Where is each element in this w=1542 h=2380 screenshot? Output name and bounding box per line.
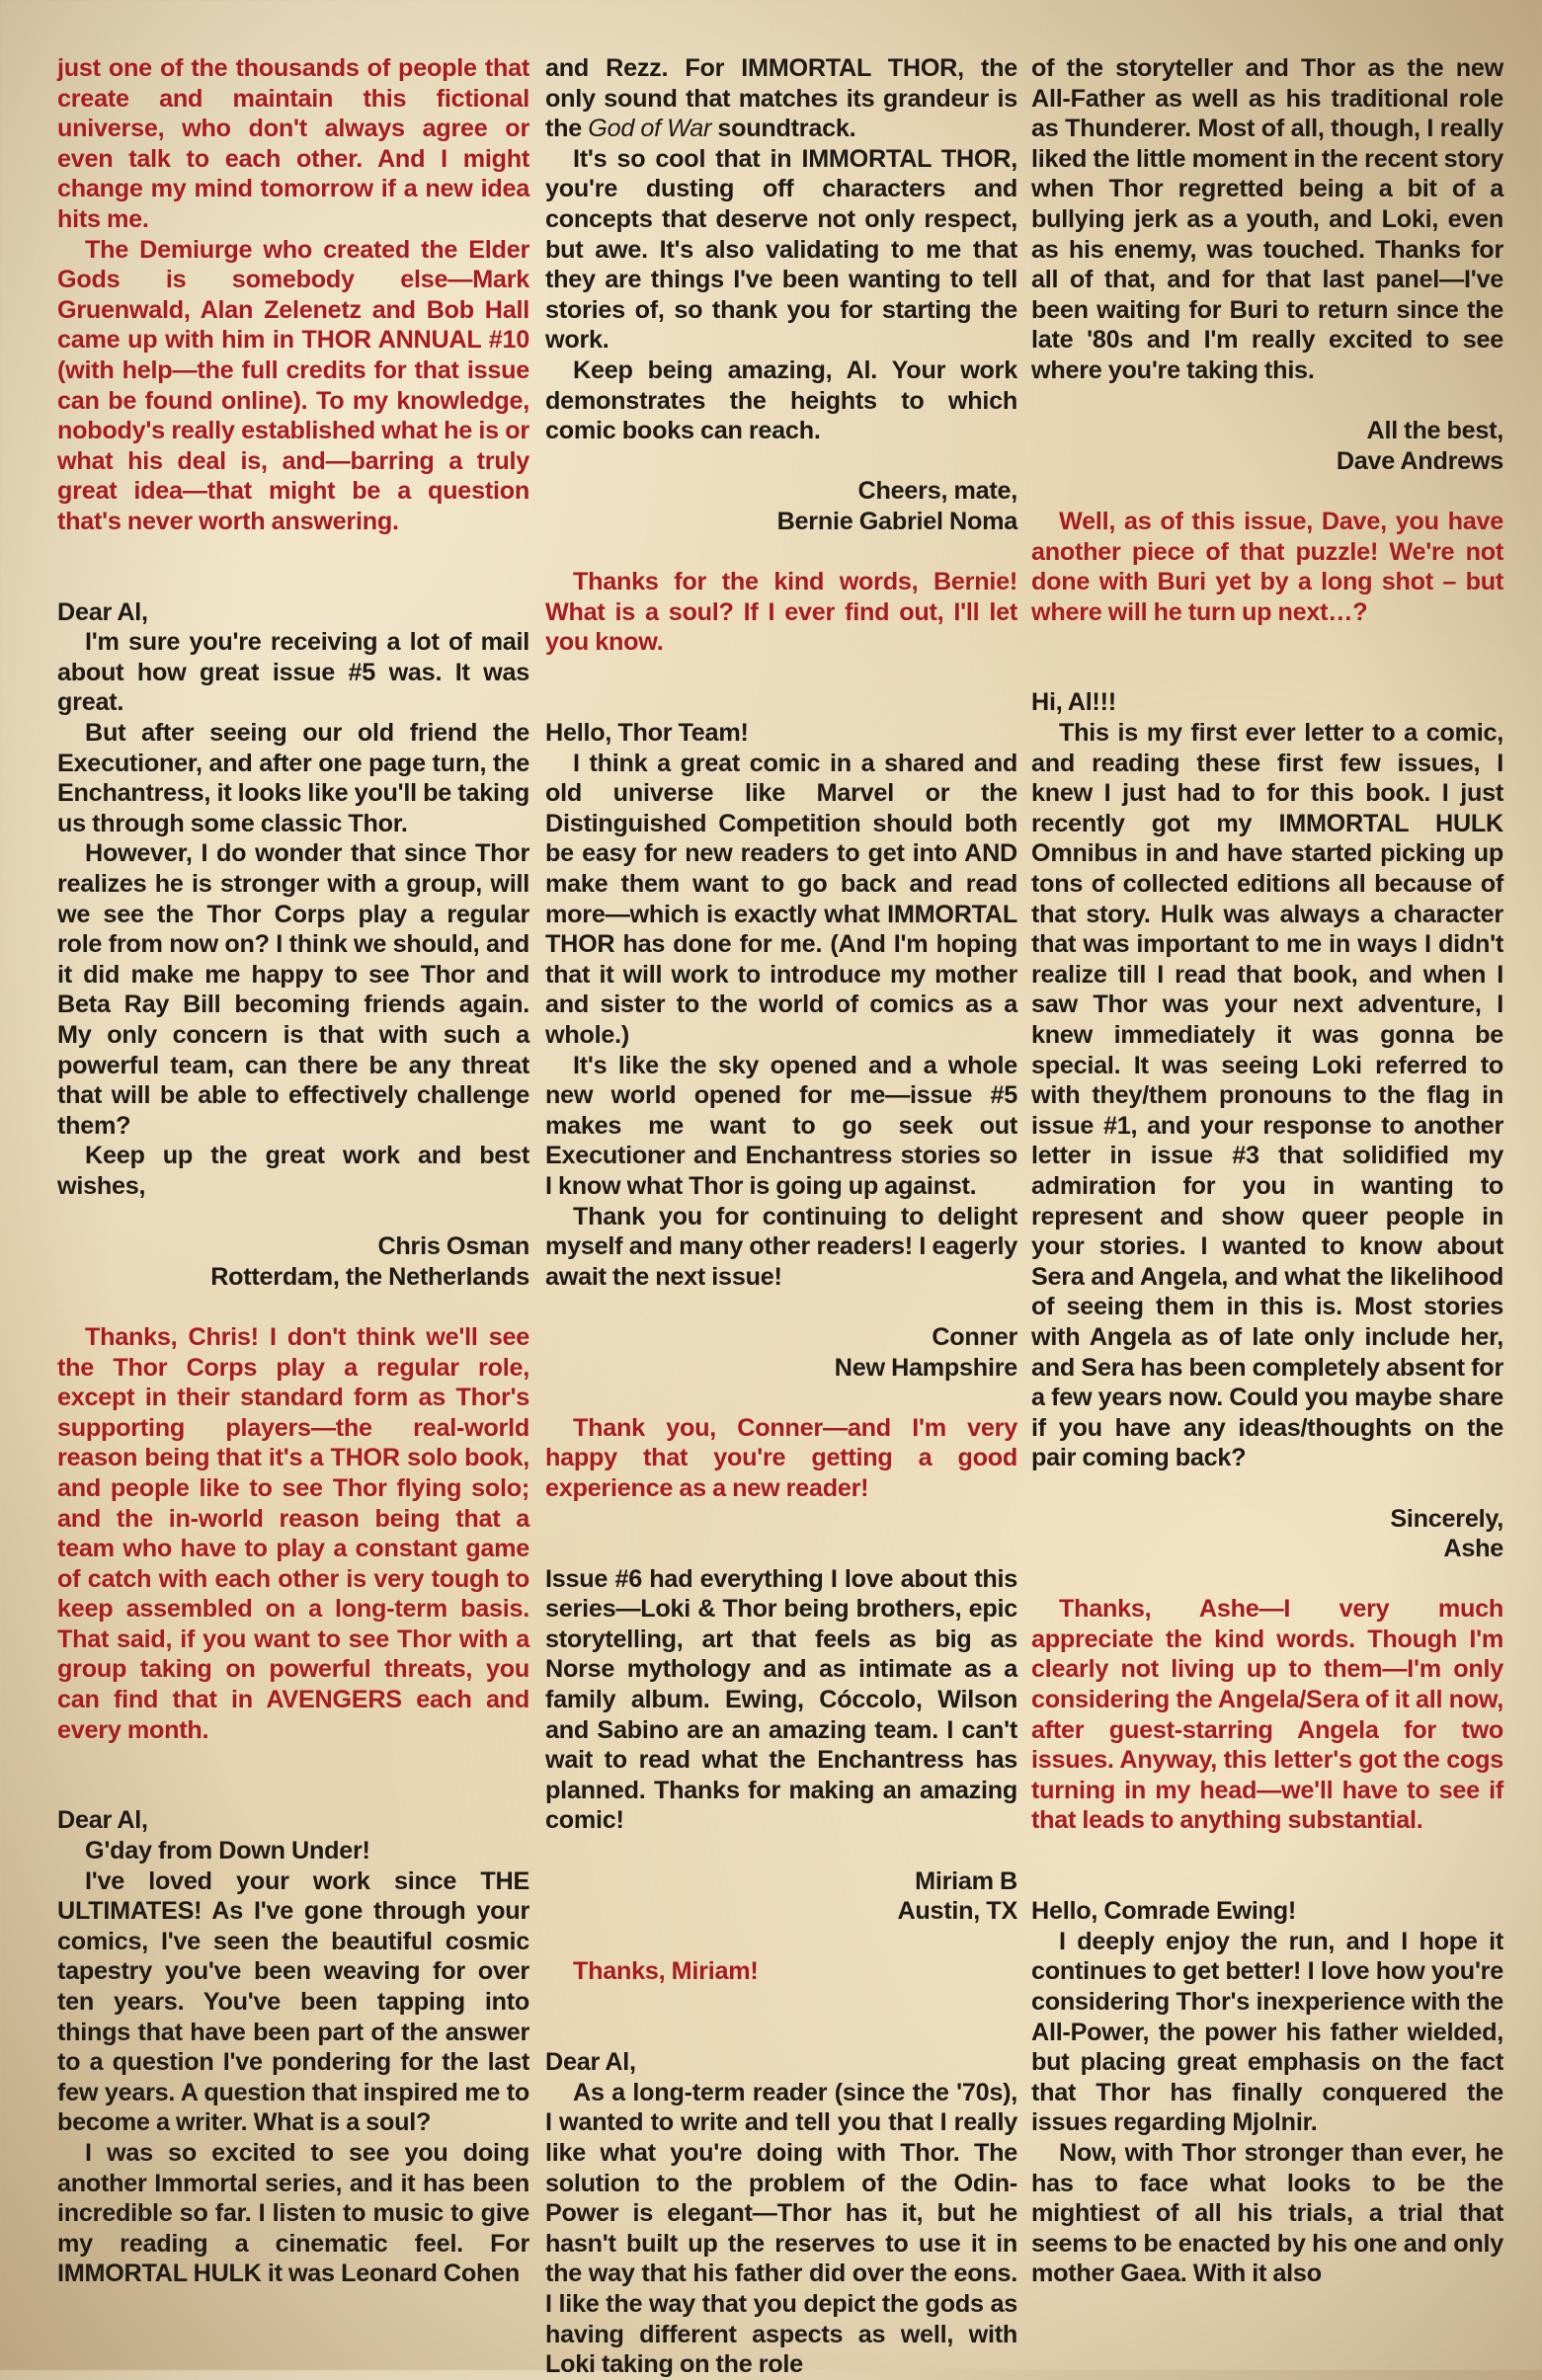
letter-paragraph: It's so cool that in IMMORTAL THOR, you're dusting off characters and concepts that deserve not only respect, but awe. It's also validating to me that they are things I've been wanting to tell stories of, so thank you for starting the work. — [545, 144, 1017, 355]
letter-signature-closing: Sincerely, — [1390, 1504, 1503, 1533]
letter-signature-name: Chris Osman — [377, 1232, 529, 1261]
letter-paragraph: G'day from Down Under! — [85, 1837, 370, 1865]
letter-text-segment: soundtrack. — [717, 115, 856, 143]
letter-signature-name: Ashe — [1443, 1535, 1503, 1563]
letter-signature-location: Rotterdam, the Netherlands — [210, 1262, 529, 1291]
letter-salutation: Dear Al, — [57, 597, 148, 626]
letter-signature-name: Conner — [932, 1322, 1017, 1351]
letter-paragraph: This is my first ever letter to a comic, and reading these first few issues, I knew I just had to for this book. I just recently got my IMMORTAL HULK Omnibus in and have started picking up tons of collected editions all because of that story. Hulk was always a character that was important to me in ways I didn't realize till I read that book, and when I saw Thor was your next adventure, I knew immediately it was gonna be special. It was seeing Loki referred to with they/them pronouns to the flag in issue #1, and your response to another letter in issue #3 that solidified my admiration for you in wanting to represent and show queer people in your stories. I wanted to know about Sera and Angela, and what the likelihood of seeing them in this is. Most stories with Angela as of late only include her, and Sera has been completely absent for a few years now. Could you maybe share if you have any ideas/thoughts on the pair coming back? — [1031, 719, 1503, 1472]
letter-salutation: Hello, Thor Team! — [545, 719, 749, 748]
letters-column-2 — [545, 53, 1017, 2379]
letter-paragraph: I'm sure you're receiving a lot of mail about how great issue #5 was. It was great. — [57, 628, 529, 717]
editor-reply: Thanks, Miriam! — [573, 1957, 759, 1986]
letters-column-3 — [1031, 53, 1503, 2364]
editor-reply: just one of the thousands of people that create and maintain this fictional universe, who don't always agree or even talk to each other. And I might change my mind tomorrow if a new idea hits me. — [57, 54, 529, 233]
letter-paragraph: As a long-term reader (since the '70s), I wanted to write and tell you that I really like what you're doing with Thor. The solution to the problem of the Odin-Power is elegant—Thor has it, but he hasn't built up the reserves to use it in the way that his father did over the eons. I like the way that you depict the gods as having different aspects as well, with Loki taking on the role — [545, 2078, 1017, 2379]
letters-column-1 — [57, 53, 529, 2364]
letter-text-segment: and Rezz. For IMMORTAL THOR, the only sound that matches its grandeur is the — [545, 54, 1017, 143]
letter-signature-name: Cheers, mate, — [857, 477, 1017, 506]
editor-reply: Thanks, Ashe—I very much appreciate the kind words. Though I'm clearly not living up to them—I'm only considering the Angela/Sera of it all now, after guest-starring Angela for two issues. Anyway, this letter's got the cogs turning in my head—we'll have to see if that leads to anything substantial. — [1031, 1595, 1503, 1835]
letter-paragraph: I've loved your work since THE ULTIMATES! As I've gone through your comics, I've seen the beautiful cosmic tapestry you've been weaving for over ten years. You've been tapping into things that have been part of the answer to a question I've pondering for the last few years. A question that inspired me to become a writer. What is a soul? — [57, 1866, 529, 2137]
editor-reply: Well, as of this issue, Dave, you have another piece of that puzzle! We're not done with Buri yet by a long shot – but where will he turn up next…? — [1031, 507, 1503, 626]
letter-signature-name: Miriam B — [915, 1866, 1017, 1895]
letter-paragraph — [545, 53, 1017, 144]
editor-reply: The Demiurge who created the Elder Gods is somebody else—Mark Gruenwald, Alan Zelenetz and Bob Hall came up with him in THOR ANNUAL #10 (with help—the full credits for that issue can be found online). To my knowledge, nobody's really established what he is or what his deal is, and—barring a truly great idea—that might be a question that's never worth answering. — [57, 235, 529, 535]
letter-paragraph: Thank you for continuing to delight myself and many other readers! I eagerly await the next issue! — [545, 1202, 1017, 1291]
editor-reply: Thank you, Conner—and I'm very happy that you're getting a good experience as a new reader! — [545, 1413, 1017, 1502]
letter-paragraph: It's like the sky opened and a whole new world opened for me—issue #5 makes me want to go seek out Executioner and Enchantress stories so I know what Thor is going up against. — [545, 1051, 1017, 1200]
letter-signature-name: Bernie Gabriel Noma — [776, 507, 1017, 535]
letter-signature-location: New Hampshire — [834, 1353, 1017, 1382]
letter-italic-title: God of War — [588, 115, 712, 143]
letter-paragraph: Issue #6 had everything I love about this series—Loki & Thor being brothers, epic storytelling, art that feels as big as Norse mythology and as intimate as a family album. Ewing, Cóccolo, Wilson and Sabino are an amazing team. I can't wait to read what the Enchantress has planned. Thanks for making an amazing comic! — [545, 1564, 1017, 1835]
letter-salutation: Hi, Al!!! — [1031, 688, 1116, 717]
letter-signature-location: Austin, TX — [897, 1897, 1017, 1926]
letter-signature-closing: All the best, — [1366, 417, 1503, 445]
letter-salutation: Dear Al, — [545, 2048, 636, 2077]
letter-paragraph: of the storyteller and Thor as the new All-Father as well as his traditional role as Thunderer. Most of all, though, I really liked the little moment in the recent story when Thor regretted being a bit of a bullying jerk as a youth, and Loki, even as his enemy, was touched. Thanks for all of that, and for that last panel—I've been waiting for Buri to return since the late '80s and I'm really excited to see where you're taking this. — [1031, 54, 1503, 384]
letter-signature-name: Dave Andrews — [1336, 446, 1503, 475]
editor-reply: Thanks, Chris! I don't think we'll see the Thor Corps play a regular role, except in their standard form as Thor's supporting players—the real-world reason being that it's a THOR solo book, and people like to see Thor flying solo; and the in-world reason being that a team who have to play a constant game of catch with each other is very tough to keep assembled on a long-term basis. That said, if you want to see Thor with a group taking on powerful threats, you can find that in AVENGERS each and every month. — [57, 1322, 529, 1744]
letter-paragraph: Keep up the great work and best wishes, — [57, 1142, 529, 1200]
letter-paragraph: I was so excited to see you doing another Immortal series, and it has been incredible so far. I listen to music to give my reading a cinematic feel. For IMMORTAL HULK it was Leonard Cohen — [57, 2138, 529, 2288]
letter-salutation: Dear Al, — [57, 1806, 148, 1835]
letter-paragraph: However, I do wonder that since Thor realizes he is stronger with a group, will we see the Thor Corps play a regular role from now on? I think we should, and it did make me happy to see Thor and Beta Ray Bill becoming friends again. My only concern is that with such a powerful team, can there be any threat that will be able to effectively challenge them? — [57, 839, 529, 1140]
letter-paragraph: I think a great comic in a shared and old universe like Marvel or the Distinguished Competition should both be easy for new readers to get into AND make them want to go back and read more—which is exactly what IMMORTAL THOR has done for me. (And I'm hoping that it will work to introduce my mother and sister to the world of comics as a whole.) — [545, 749, 1017, 1049]
letter-paragraph: Now, with Thor stronger than ever, he has to face what looks to be the mightiest of all his trials, a trial that seems to be enacted by his one and only mother Gaea. With it also — [1031, 2138, 1503, 2288]
letter-salutation: Hello, Comrade Ewing! — [1031, 1897, 1297, 1926]
editor-reply: Thanks for the kind words, Bernie! What is a soul? If I ever find out, I'll let you know. — [545, 568, 1017, 657]
letter-paragraph: But after seeing our old friend the Executioner, and after one page turn, the Enchantress, it looks like you'll be taking us through some classic Thor. — [57, 719, 529, 837]
letter-paragraph: Keep being amazing, Al. Your work demonstrates the heights to which comic books can reach. — [545, 356, 1017, 445]
letter-paragraph: I deeply enjoy the run, and I hope it continues to get better! I love how you're considering Thor's inexperience with the All-Power, the power his father wielded, but placing great emphasis on the fact that Thor has finally conquered the issues regarding Mjolnir. — [1031, 1927, 1503, 2137]
